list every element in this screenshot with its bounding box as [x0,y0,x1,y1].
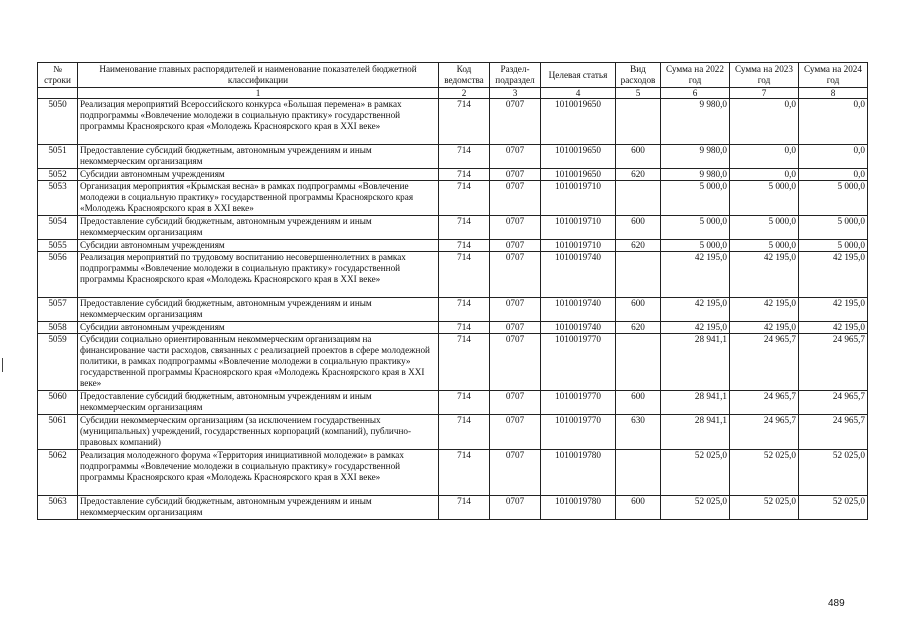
column-number [38,88,78,99]
row-sum-2023: 5 000,0 [730,240,799,252]
row-sum-2023: 24 965,7 [730,415,799,450]
row-name: Предоставление субсидий бюджетным, автономным учреждениям и иным некоммерческим организациям [78,216,439,240]
row-sum-2022: 42 195,0 [661,252,730,298]
column-number: 7 [730,88,799,99]
row-sum-2022: 42 195,0 [661,322,730,334]
row-target-article: 1010019780 [541,496,616,520]
header-code: Код ведомства [439,63,490,88]
row-number: 5056 [38,252,78,298]
row-number: 5062 [38,450,78,496]
row-sum-2024: 24 965,7 [799,391,868,415]
row-target-article: 1010019770 [541,334,616,391]
row-section: 0707 [490,99,541,145]
row-section: 0707 [490,252,541,298]
row-department-code: 714 [439,181,490,216]
row-sum-2024: 42 195,0 [799,298,868,322]
row-sum-2022: 28 941,1 [661,415,730,450]
column-number-row [38,88,868,99]
row-department-code: 714 [439,216,490,240]
row-target-article: 1010019740 [541,252,616,298]
budget-table [37,62,868,520]
row-number: 5053 [38,181,78,216]
row-section: 0707 [490,334,541,391]
row-expense-kind: 620 [616,240,661,252]
row-sum-2023: 42 195,0 [730,252,799,298]
row-target-article: 1010019650 [541,169,616,181]
header-name: Наименование главных распорядителей и наименование показателей бюджетной классификации [78,63,439,88]
row-target-article: 1010019740 [541,322,616,334]
row-sum-2024: 5 000,0 [799,216,868,240]
row-sum-2024: 52 025,0 [799,450,868,496]
row-department-code: 714 [439,391,490,415]
row-sum-2024: 24 965,7 [799,334,868,391]
row-expense-kind: 600 [616,298,661,322]
header-kind: Вид расходов [616,63,661,88]
table-row [38,415,868,450]
row-target-article: 1010019770 [541,391,616,415]
table-row [38,322,868,334]
row-name: Субсидии социально ориентированным некоммерческим организациям на финансирование части расходов, связанных с реализацией проектов в сфере молодежной политики, в рамках подпрограммы «Вовлечение молодежи в социальную практику» государственной программы Красноярского края «Молодежь Красноярского края в XXI веке» [78,334,439,391]
row-sum-2023: 42 195,0 [730,298,799,322]
row-expense-kind: 620 [616,169,661,181]
row-department-code: 714 [439,334,490,391]
row-sum-2024: 5 000,0 [799,181,868,216]
row-sum-2022: 9 980,0 [661,145,730,169]
table-row [38,181,868,216]
header-num: № строки [38,63,78,88]
row-expense-kind: 600 [616,391,661,415]
row-section: 0707 [490,169,541,181]
row-expense-kind [616,334,661,391]
row-sum-2022: 42 195,0 [661,298,730,322]
table-row [38,496,868,520]
row-sum-2023: 0,0 [730,169,799,181]
row-expense-kind [616,252,661,298]
table-row [38,334,868,391]
row-sum-2022: 5 000,0 [661,181,730,216]
row-name: Субсидии автономным учреждениям [78,169,439,181]
row-sum-2022: 5 000,0 [661,216,730,240]
row-department-code: 714 [439,496,490,520]
row-department-code: 714 [439,252,490,298]
column-number: 8 [799,88,868,99]
row-number: 5054 [38,216,78,240]
row-number: 5063 [38,496,78,520]
row-section: 0707 [490,322,541,334]
row-expense-kind [616,181,661,216]
row-sum-2023: 0,0 [730,145,799,169]
table-row [38,240,868,252]
row-name: Субсидии некоммерческим организациям (за исключением государственных (муниципальных) учреждений, государственных корпораций (компаний), публично-правовых компаний) [78,415,439,450]
table-row [38,169,868,181]
table-row [38,298,868,322]
row-section: 0707 [490,450,541,496]
page-number: 489 [828,598,845,609]
margin-mark [2,358,3,372]
row-department-code: 714 [439,322,490,334]
table-row [38,391,868,415]
row-name: Организация мероприятия «Крымская весна» в рамках подпрограммы «Вовлечение молодежи в социальную практику» государственной программы Красноярского края «Молодежь Красноярского края в XXI веке» [78,181,439,216]
row-number: 5059 [38,334,78,391]
row-target-article: 1010019710 [541,240,616,252]
table-body [38,99,868,520]
row-number: 5060 [38,391,78,415]
row-number: 5052 [38,169,78,181]
table-row [38,145,868,169]
row-department-code: 714 [439,240,490,252]
column-number: 3 [490,88,541,99]
row-number: 5051 [38,145,78,169]
header-target: Целевая статья [541,63,616,88]
row-target-article: 1010019650 [541,145,616,169]
row-section: 0707 [490,415,541,450]
row-name: Предоставление субсидий бюджетным, автономным учреждениям и иным некоммерческим организациям [78,145,439,169]
row-name: Реализация молодежного форума «Территория инициативной молодежи» в рамках подпрограммы «Вовлечение молодежи в социальную практику» государственной программы Красноярского края «Молодежь Красноярского края в XXI веке» [78,450,439,496]
row-target-article: 1010019710 [541,181,616,216]
table-row [38,216,868,240]
row-sum-2023: 52 025,0 [730,496,799,520]
row-sum-2024: 0,0 [799,145,868,169]
row-sum-2023: 52 025,0 [730,450,799,496]
row-department-code: 714 [439,145,490,169]
row-section: 0707 [490,298,541,322]
table-row [38,252,868,298]
row-expense-kind: 600 [616,496,661,520]
row-sum-2023: 42 195,0 [730,322,799,334]
row-name: Предоставление субсидий бюджетным, автономным учреждениям и иным некоммерческим организациям [78,391,439,415]
row-section: 0707 [490,145,541,169]
row-expense-kind [616,99,661,145]
row-name: Реализация мероприятий по трудовому воспитанию несовершеннолетних в рамках подпрограммы «Вовлечение молодежи в социальную практику» государственной программы Красноярского края «Молодежь Красноярского края в XXI веке» [78,252,439,298]
row-department-code: 714 [439,415,490,450]
column-number: 2 [439,88,490,99]
row-name: Реализация мероприятий Всероссийского конкурса «Большая перемена» в рамках подпрограммы «Вовлечение молодежи в социальную практику» государственной программы Красноярского края «Молодежь Красноярского края в XXI веке» [78,99,439,145]
row-sum-2023: 5 000,0 [730,181,799,216]
row-department-code: 714 [439,169,490,181]
table-row [38,450,868,496]
row-number: 5058 [38,322,78,334]
row-sum-2023: 24 965,7 [730,391,799,415]
header-sum-2024: Сумма на 2024 год [799,63,868,88]
row-name: Предоставление субсидий бюджетным, автономным учреждениям и иным некоммерческим организациям [78,298,439,322]
row-section: 0707 [490,391,541,415]
row-section: 0707 [490,216,541,240]
row-target-article: 1010019650 [541,99,616,145]
row-section: 0707 [490,496,541,520]
row-department-code: 714 [439,450,490,496]
row-number: 5061 [38,415,78,450]
row-sum-2024: 0,0 [799,169,868,181]
row-sum-2024: 24 965,7 [799,415,868,450]
row-sum-2022: 28 941,1 [661,391,730,415]
row-sum-2024: 42 195,0 [799,322,868,334]
row-sum-2024: 52 025,0 [799,496,868,520]
row-sum-2022: 52 025,0 [661,496,730,520]
row-name: Субсидии автономным учреждениям [78,240,439,252]
row-sum-2022: 52 025,0 [661,450,730,496]
row-target-article: 1010019740 [541,298,616,322]
row-expense-kind: 600 [616,216,661,240]
header-sum-2022: Сумма на 2022 год [661,63,730,88]
row-number: 5050 [38,99,78,145]
row-target-article: 1010019710 [541,216,616,240]
row-target-article: 1010019770 [541,415,616,450]
row-sum-2022: 9 980,0 [661,169,730,181]
row-department-code: 714 [439,99,490,145]
row-section: 0707 [490,240,541,252]
row-section: 0707 [490,181,541,216]
header-row [38,63,868,88]
row-sum-2023: 0,0 [730,99,799,145]
row-sum-2024: 42 195,0 [799,252,868,298]
row-name: Субсидии автономным учреждениям [78,322,439,334]
row-expense-kind [616,450,661,496]
row-sum-2024: 5 000,0 [799,240,868,252]
row-sum-2022: 28 941,1 [661,334,730,391]
row-sum-2022: 9 980,0 [661,99,730,145]
column-number: 5 [616,88,661,99]
row-department-code: 714 [439,298,490,322]
row-sum-2023: 5 000,0 [730,216,799,240]
column-number: 1 [78,88,439,99]
row-name: Предоставление субсидий бюджетным, автономным учреждениям и иным некоммерческим организациям [78,496,439,520]
column-number: 6 [661,88,730,99]
row-expense-kind: 630 [616,415,661,450]
header-sum-2023: Сумма на 2023 год [730,63,799,88]
header-section: Раздел-подраздел [490,63,541,88]
row-sum-2024: 0,0 [799,99,868,145]
row-sum-2023: 24 965,7 [730,334,799,391]
table-row [38,99,868,145]
row-expense-kind: 600 [616,145,661,169]
row-expense-kind: 620 [616,322,661,334]
row-number: 5055 [38,240,78,252]
row-number: 5057 [38,298,78,322]
row-target-article: 1010019780 [541,450,616,496]
column-number: 4 [541,88,616,99]
row-sum-2022: 5 000,0 [661,240,730,252]
